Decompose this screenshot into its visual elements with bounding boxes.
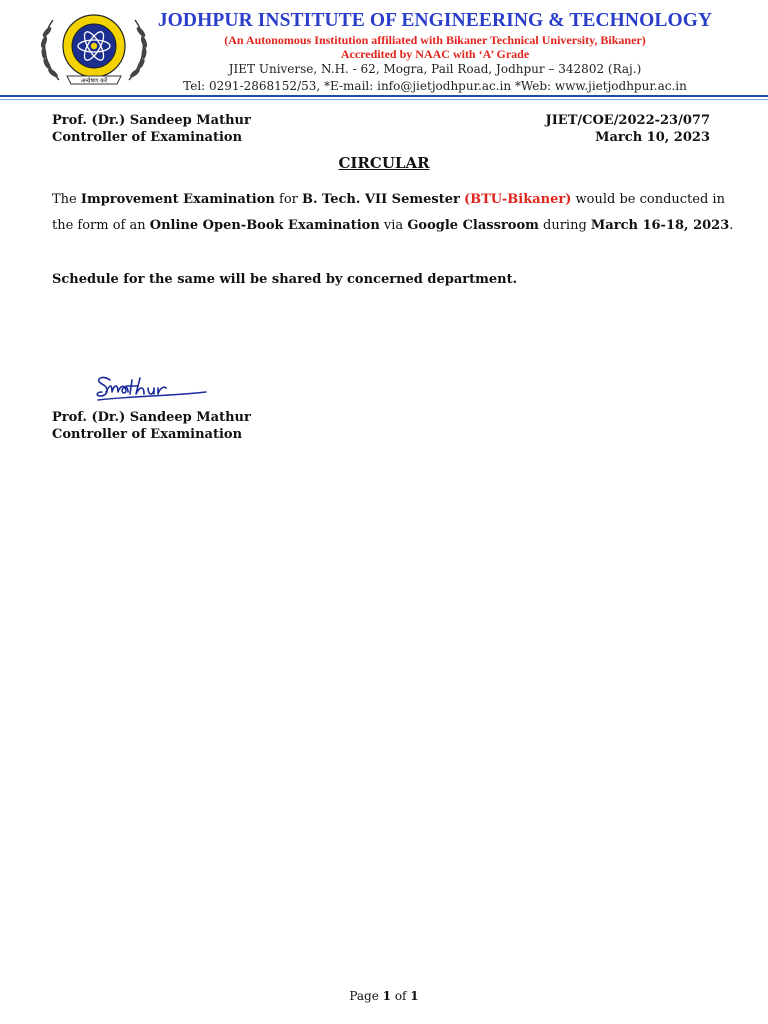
institution-address: JIET Universe, N.H. - 62, Mogra, Pail Road, Jodhpur – 342802 (Raj.) bbox=[228, 62, 642, 76]
sender-name: Prof. (Dr.) Sandeep Mathur bbox=[52, 113, 251, 128]
logo-ribbon-text: अन्वेषण करें bbox=[80, 77, 108, 85]
current-page: 1 bbox=[382, 989, 391, 1003]
header-divider bbox=[0, 95, 768, 97]
body-text: during bbox=[538, 218, 591, 233]
institution-accreditation: Accredited by NAAC with ‘A’ Grade bbox=[340, 47, 530, 61]
body-text: The bbox=[52, 192, 81, 207]
exam-platform: Google Classroom bbox=[407, 218, 539, 233]
institution-affiliation: (An Autonomous Institution affiliated with Bikaner Technical University, Bikaner) bbox=[224, 33, 646, 47]
page-number bbox=[0, 989, 768, 1003]
page-label: Page bbox=[349, 989, 383, 1003]
sender-designation: Controller of Examination bbox=[52, 130, 243, 145]
circular-date: March 10, 2023 bbox=[595, 130, 710, 145]
reference-number: JIET/COE/2022-23/077 bbox=[545, 113, 710, 128]
body-line-2 bbox=[52, 213, 734, 239]
schedule-note: Schedule for the same will be shared by concerned department. bbox=[52, 272, 518, 287]
body-text: via bbox=[379, 218, 408, 233]
program-semester: B. Tech. VII Semester bbox=[302, 192, 460, 207]
body-line-1 bbox=[52, 187, 725, 213]
institution-contact: Tel: 0291-2868152/53, *E-mail: info@jietjodhpur.ac.in *Web: www.jietjodhpur.ac.in bbox=[183, 79, 687, 93]
body-text: would be conducted in bbox=[571, 192, 725, 207]
exam-type: Improvement Examination bbox=[80, 192, 275, 207]
body-text: for bbox=[274, 192, 302, 207]
institute-logo bbox=[33, 8, 155, 88]
exam-dates: March 16-18, 2023 bbox=[590, 218, 730, 233]
signatory-designation: Controller of Examination bbox=[52, 427, 243, 442]
page-of-label: of bbox=[391, 989, 411, 1003]
circular-body bbox=[52, 187, 734, 239]
header-divider-thin bbox=[0, 99, 768, 100]
body-text: . bbox=[729, 218, 734, 233]
body-text: the form of an bbox=[52, 218, 150, 233]
handwritten-signature bbox=[92, 366, 212, 406]
institution-name: JODHPUR INSTITUTE OF ENGINEERING & TECHNOLOGY bbox=[157, 10, 713, 31]
university-tag: (BTU-Bikaner) bbox=[463, 192, 572, 207]
total-pages: 1 bbox=[410, 989, 419, 1003]
exam-mode: Online Open-Book Examination bbox=[149, 218, 380, 233]
circular-title: CIRCULAR bbox=[338, 154, 430, 172]
signatory-name: Prof. (Dr.) Sandeep Mathur bbox=[52, 410, 251, 425]
